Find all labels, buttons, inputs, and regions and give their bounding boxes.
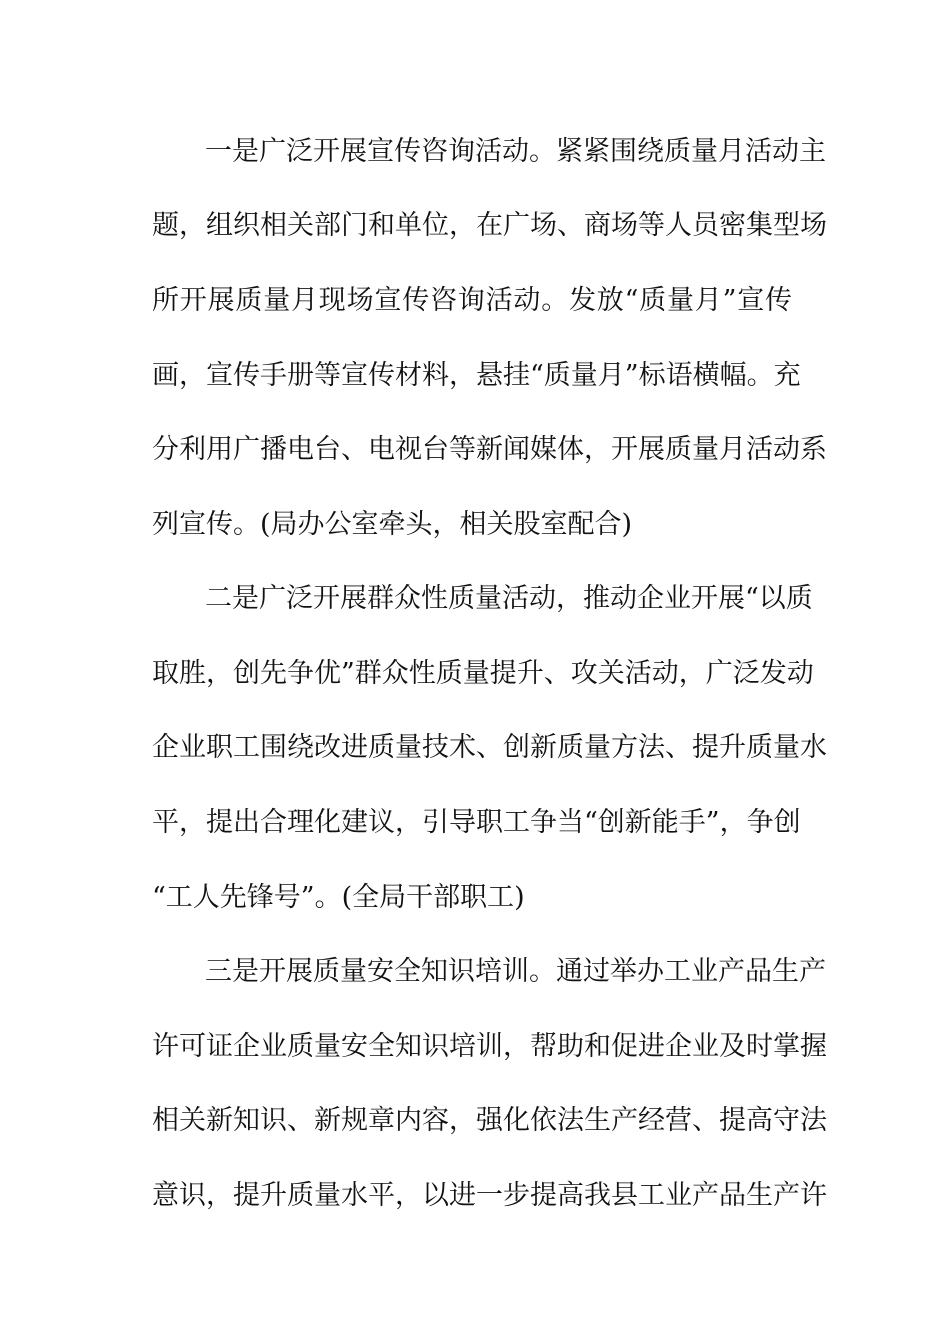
paragraph-3-line-3: 相关新知识、新规章内容，强化依法生产经营、提高守法 <box>152 1105 827 1136</box>
paragraph-2-line-5: “工人先锋号”。(全局干部职工) <box>152 882 525 913</box>
paragraph-3-line-2: 许可证企业质量安全知识培训，帮助和促进企业及时掌握 <box>152 1031 827 1062</box>
paragraph-1-line-4: 画，宣传手册等宣传材料，悬挂“质量月”标语横幅。充 <box>152 360 801 391</box>
paragraph-2-line-4: 平，提出合理化建议，引导职工争当“创新能手”，争创 <box>152 807 801 838</box>
paragraph-2-line-2: 取胜，创先争优”群众性质量提升、攻关活动，广泛发动 <box>152 658 814 689</box>
paragraph-1-line-1: 一是广泛开展宣传咨询活动。紧紧围绕质量月活动主 <box>205 136 826 167</box>
paragraph-3-line-4: 意识，提升质量水平，以进一步提高我县工业产品生产许 <box>152 1180 827 1211</box>
paragraph-1-line-6: 列宣传。(局办公室牵头，相关股室配合) <box>152 509 633 540</box>
paragraph-2-line-3: 企业职工围绕改进质量技术、创新质量方法、提升质量水 <box>152 732 827 763</box>
paragraph-1-line-2: 题，组织相关部门和单位，在广场、商场等人员密集型场 <box>152 210 827 241</box>
paragraph-2-line-1: 二是广泛开展群众性质量活动，推动企业开展“以质 <box>205 583 813 614</box>
paragraph-3-line-1: 三是开展质量安全知识培训。通过举办工业产品生产 <box>205 956 826 987</box>
paragraph-1-line-3: 所开展质量月现场宣传咨询活动。发放“质量月”宣传 <box>152 285 792 316</box>
paragraph-1-line-5: 分利用广播电台、电视台等新闻媒体，开展质量月活动系 <box>152 434 827 465</box>
